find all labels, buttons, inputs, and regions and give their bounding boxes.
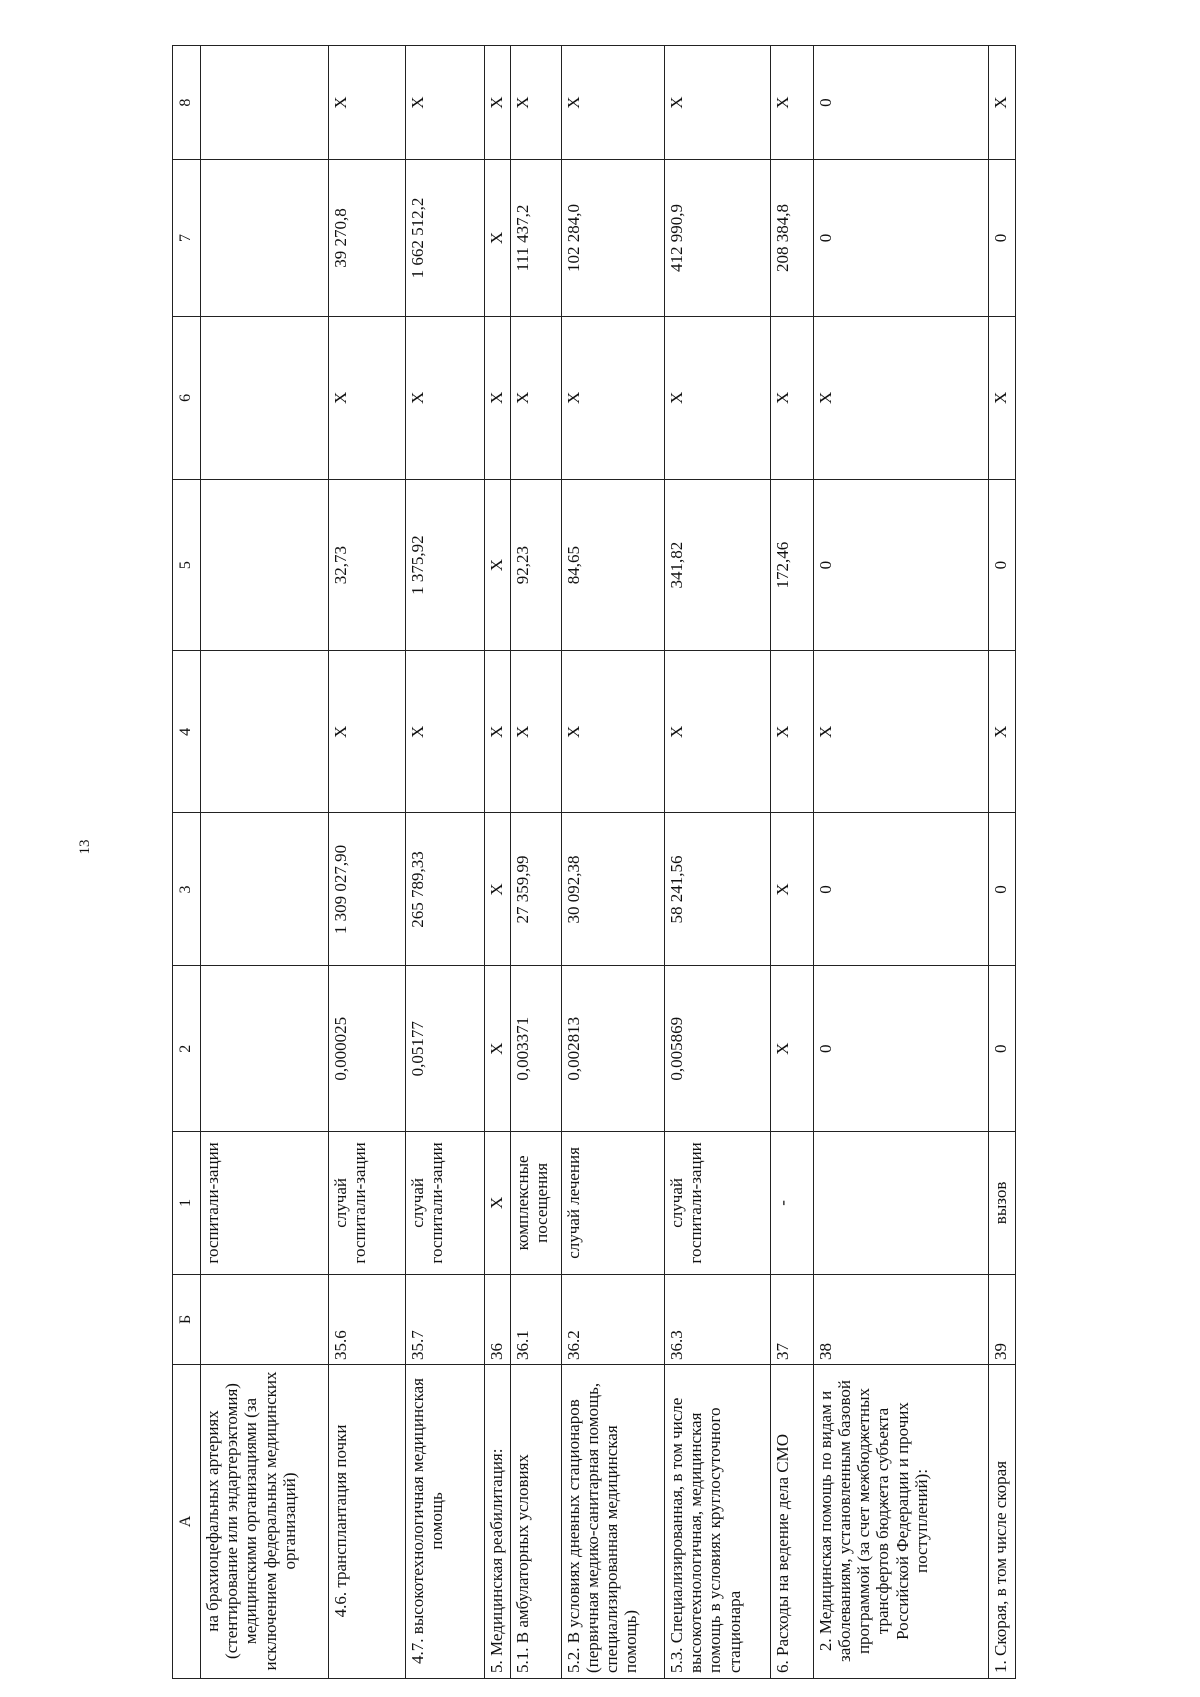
value-cell: 412 990,9 [664, 160, 770, 316]
value-cell: Х [484, 46, 510, 160]
header-cell-7: 7 [173, 160, 201, 316]
value-cell: Х [989, 46, 1016, 160]
value-cell: 32,73 [328, 480, 406, 651]
value-cell: 265 789,33 [406, 813, 485, 966]
value-cell: Х [484, 316, 510, 479]
value-cell: Х [406, 46, 485, 160]
value-cell [201, 316, 329, 479]
value-cell: 0,005869 [664, 966, 770, 1132]
row-label: 4.7. высокотехнологичная медицинская помощь [406, 1364, 485, 1678]
table-row [510, 46, 561, 1679]
value-cell: Х [664, 316, 770, 479]
value-cell: 341,82 [664, 480, 770, 651]
unit-cell: случай госпитали-зации [664, 1132, 770, 1275]
unit-cell: случай госпитали-зации [328, 1132, 406, 1275]
value-cell [201, 480, 329, 651]
value-cell: 102 284,0 [561, 160, 664, 316]
row-code: 36.1 [510, 1274, 561, 1364]
value-cell: 27 359,99 [510, 813, 561, 966]
value-cell: Х [510, 46, 561, 160]
value-cell: 208 384,8 [771, 160, 814, 316]
value-cell: 0,05177 [406, 966, 485, 1132]
table-row [664, 46, 770, 1679]
header-cell-5: 5 [173, 480, 201, 651]
value-cell [201, 966, 329, 1132]
row-label: 5.2. В условиях дневных стационаров (первичная медико-санитарная помощь, специализированная медицинская помощь) [561, 1364, 664, 1678]
unit-cell: Х [484, 1132, 510, 1275]
value-cell: 0 [989, 160, 1016, 316]
value-cell: 0 [813, 160, 989, 316]
row-label: на брахиоцефальных артериях (стентирование или эндартерэктомия) медицинскими организациями (за исключением федеральных медицинских организаций) [201, 1364, 329, 1678]
row-code: 39 [989, 1274, 1016, 1364]
value-cell: 0,002813 [561, 966, 664, 1132]
unit-cell: случай лечения [561, 1132, 664, 1275]
value-cell: 0,003371 [510, 966, 561, 1132]
value-cell: Х [328, 46, 406, 160]
row-code: 38 [813, 1274, 989, 1364]
value-cell: 92,23 [510, 480, 561, 651]
value-cell: 30 092,38 [561, 813, 664, 966]
value-cell: 0 [813, 966, 989, 1132]
row-code [201, 1274, 329, 1364]
unit-cell: комплексные посещения [510, 1132, 561, 1275]
table-row [406, 46, 485, 1679]
row-label: 5. Медицинская реабилитация: [484, 1364, 510, 1678]
value-cell: Х [328, 316, 406, 479]
value-cell: 1 309 027,90 [328, 813, 406, 966]
value-cell: 172,46 [771, 480, 814, 651]
value-cell: 1 375,92 [406, 480, 485, 651]
value-cell: 111 437,2 [510, 160, 561, 316]
value-cell: Х [771, 46, 814, 160]
value-cell: Х [771, 316, 814, 479]
table-row [328, 46, 406, 1679]
header-cell-1: 1 [173, 1132, 201, 1275]
table-row [989, 46, 1016, 1679]
value-cell: 39 270,8 [328, 160, 406, 316]
value-cell: Х [771, 966, 814, 1132]
row-label: 5.1. В амбулаторных условиях [510, 1364, 561, 1678]
value-cell: Х [561, 651, 664, 813]
value-cell [201, 160, 329, 316]
header-cell-8: 8 [173, 46, 201, 160]
value-cell: 1 662 512,2 [406, 160, 485, 316]
table-row [771, 46, 814, 1679]
header-cell-6: 6 [173, 316, 201, 479]
unit-cell: вызов [989, 1132, 1016, 1275]
row-code: 35.7 [406, 1274, 485, 1364]
row-label: 4.6. трансплантация почки [328, 1364, 406, 1678]
row-code: 36.3 [664, 1274, 770, 1364]
value-cell: 84,65 [561, 480, 664, 651]
value-cell: 0 [813, 813, 989, 966]
value-cell [201, 651, 329, 813]
value-cell: Х [989, 651, 1016, 813]
value-cell: Х [664, 651, 770, 813]
value-cell: Х [484, 480, 510, 651]
page-number: 13 [77, 839, 93, 855]
row-code: 36 [484, 1274, 510, 1364]
table-row [484, 46, 510, 1679]
value-cell [201, 46, 329, 160]
header-row [173, 46, 201, 1679]
table-row [813, 46, 989, 1679]
data-table [172, 45, 1016, 1679]
value-cell: Х [510, 316, 561, 479]
row-label: 2. Медицинская помощь по видам и заболеваниям, установленным базовой программой (за счет межбюджетных трансфертов бюджета субъекта Российской Федерации и прочих поступлений): [813, 1364, 989, 1678]
unit-cell: госпитали-зации [201, 1132, 329, 1275]
unit-cell: - [771, 1132, 814, 1275]
row-label: 1. Скорая, в том числе скорая [989, 1364, 1016, 1678]
value-cell: Х [989, 316, 1016, 479]
header-cell-2: 2 [173, 966, 201, 1132]
header-cell-4: 4 [173, 651, 201, 813]
value-cell: Х [813, 651, 989, 813]
value-cell: 0 [989, 480, 1016, 651]
row-label: 5.3. Специализированная, в том числе высокотехнологичная, медицинская помощь в условиях круглосуточного стационара [664, 1364, 770, 1678]
row-label: 6. Расходы на ведение дела СМО [771, 1364, 814, 1678]
row-code: 36.2 [561, 1274, 664, 1364]
value-cell: 0 [989, 813, 1016, 966]
header-cell-3: 3 [173, 813, 201, 966]
value-cell: 58 241,56 [664, 813, 770, 966]
header-cell-b: Б [173, 1274, 201, 1364]
value-cell: Х [484, 651, 510, 813]
value-cell: Х [561, 46, 664, 160]
header-cell-a: А [173, 1364, 201, 1678]
table-row [201, 46, 329, 1679]
row-code: 37 [771, 1274, 814, 1364]
table-row [561, 46, 664, 1679]
row-code: 35.6 [328, 1274, 406, 1364]
value-cell: Х [771, 813, 814, 966]
value-cell: Х [813, 316, 989, 479]
value-cell: 0,000025 [328, 966, 406, 1132]
value-cell: Х [406, 651, 485, 813]
value-cell: 0 [813, 480, 989, 651]
value-cell: Х [484, 160, 510, 316]
value-cell: 0 [813, 46, 989, 160]
unit-cell: случай госпитали-зации [406, 1132, 485, 1275]
value-cell: Х [561, 316, 664, 479]
value-cell [201, 813, 329, 966]
value-cell: Х [771, 651, 814, 813]
value-cell: Х [484, 966, 510, 1132]
value-cell: Х [484, 813, 510, 966]
value-cell: 0 [989, 966, 1016, 1132]
value-cell: Х [510, 651, 561, 813]
value-cell: Х [328, 651, 406, 813]
value-cell: Х [406, 316, 485, 479]
value-cell: Х [664, 46, 770, 160]
table-container [172, 45, 1016, 1679]
unit-cell [813, 1132, 989, 1275]
